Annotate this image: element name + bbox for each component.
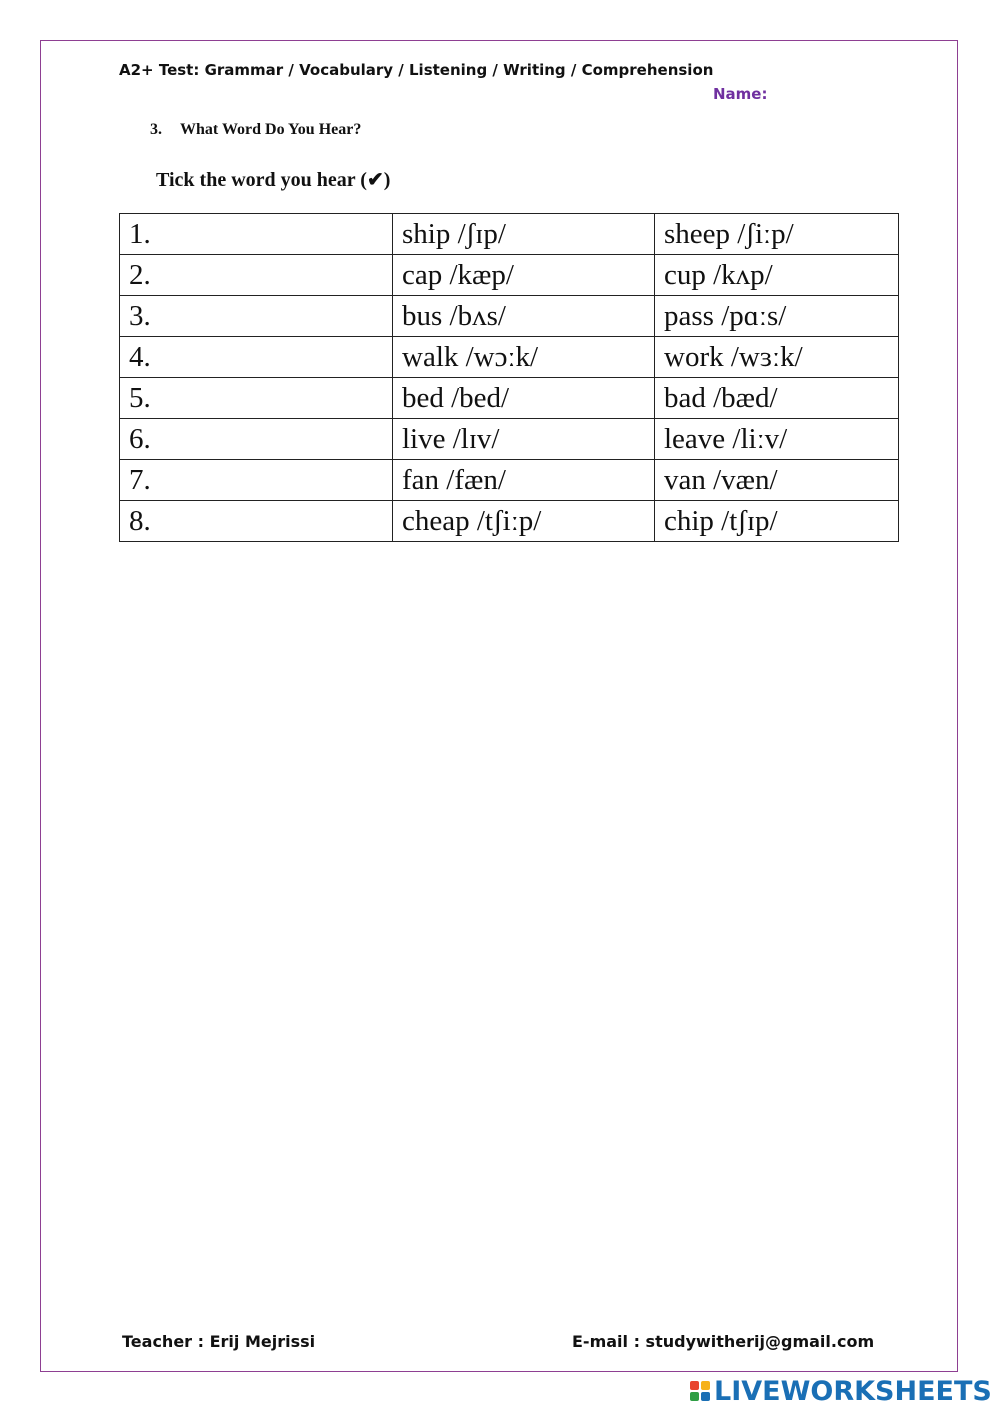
word-option-a[interactable]: bed /bed/	[393, 378, 655, 419]
section-title: What Word Do You Hear?	[180, 121, 362, 138]
word-option-b[interactable]: pass /pɑːs/	[655, 296, 899, 337]
test-title: A2+ Test: Grammar / Vocabulary / Listening / Writing / Comprehension	[119, 61, 714, 79]
word-option-a[interactable]: live /lɪv/	[393, 419, 655, 460]
instruction-text: Tick the word you hear (✔)	[156, 169, 391, 191]
row-number: 5.	[120, 378, 393, 419]
section-heading	[150, 121, 361, 139]
row-number: 1.	[120, 214, 393, 255]
table-row	[120, 296, 899, 337]
logo-square	[690, 1381, 699, 1390]
word-option-a[interactable]: cheap /tʃiːp/	[393, 501, 655, 542]
word-option-b[interactable]: van /væn/	[655, 460, 899, 501]
table-row	[120, 214, 899, 255]
word-option-b[interactable]: sheep /ʃiːp/	[655, 214, 899, 255]
row-number: 6.	[120, 419, 393, 460]
word-option-b[interactable]: cup /kʌp/	[655, 255, 899, 296]
liveworksheets-brand[interactable]	[690, 1374, 992, 1408]
word-option-a[interactable]: cap /kæp/	[393, 255, 655, 296]
word-option-a[interactable]: walk /wɔːk/	[393, 337, 655, 378]
word-option-b[interactable]: leave /liːv/	[655, 419, 899, 460]
name-label: Name:	[713, 85, 768, 103]
email-label: E-mail : studywitherij@gmail.com	[572, 1332, 875, 1351]
word-option-a[interactable]: ship /ʃɪp/	[393, 214, 655, 255]
table-row	[120, 337, 899, 378]
row-number: 7.	[120, 460, 393, 501]
row-number: 8.	[120, 501, 393, 542]
row-number: 4.	[120, 337, 393, 378]
liveworksheets-logo-icon	[690, 1381, 710, 1401]
teacher-label: Teacher : Erij Mejrissi	[122, 1332, 316, 1351]
section-number: 3.	[150, 121, 162, 138]
table-row	[120, 255, 899, 296]
logo-square	[701, 1381, 710, 1390]
table-row	[120, 501, 899, 542]
table-row	[120, 460, 899, 501]
word-option-b[interactable]: chip /tʃɪp/	[655, 501, 899, 542]
word-option-a[interactable]: fan /fæn/	[393, 460, 655, 501]
row-number: 2.	[120, 255, 393, 296]
word-option-a[interactable]: bus /bʌs/	[393, 296, 655, 337]
brand-text: LIVEWORKSHEETS	[714, 1375, 992, 1407]
word-option-b[interactable]: bad /bæd/	[655, 378, 899, 419]
table-row	[120, 419, 899, 460]
word-option-b[interactable]: work /wɜːk/	[655, 337, 899, 378]
word-choice-table	[119, 213, 899, 542]
logo-square	[690, 1392, 699, 1401]
logo-square	[701, 1392, 710, 1401]
table-row	[120, 378, 899, 419]
row-number: 3.	[120, 296, 393, 337]
